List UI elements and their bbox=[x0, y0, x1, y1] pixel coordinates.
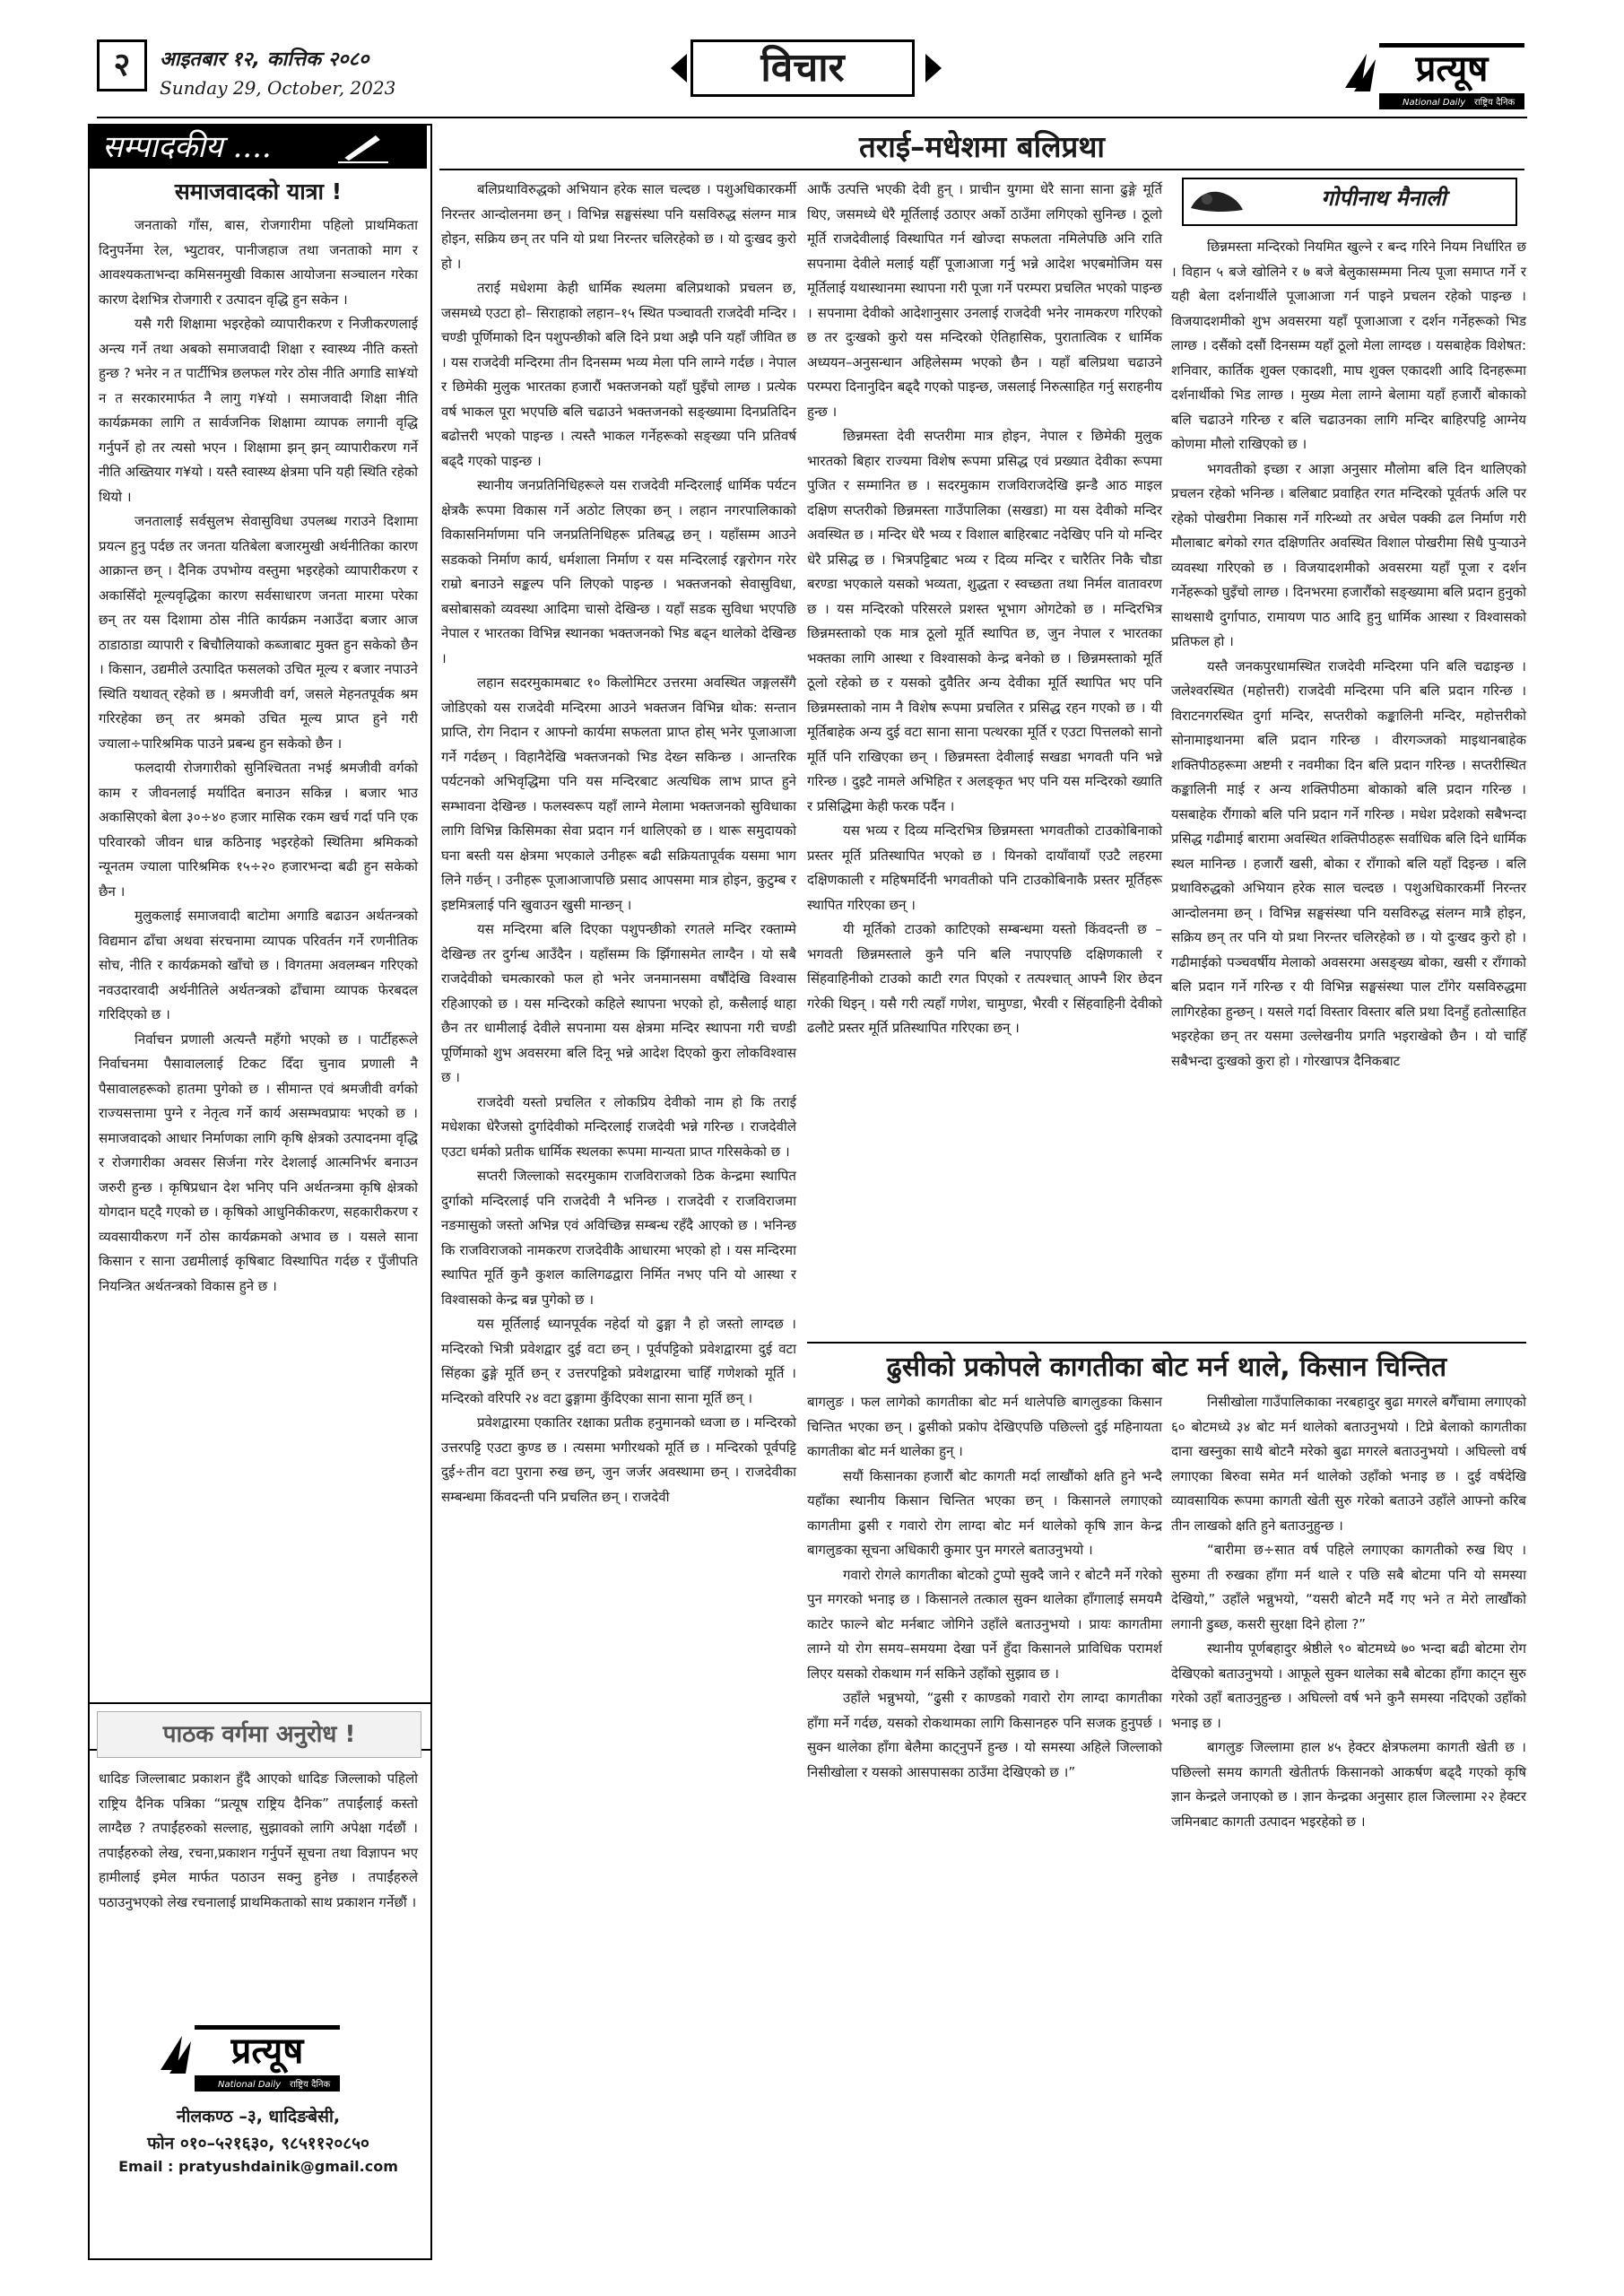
logo-tag-np: राष्ट्रिय दैनिक bbox=[1474, 98, 1515, 108]
article-paragraph: छिन्नमस्ता देवी सप्तरीमा मात्र होइन, नेपाल र छिमेकी मुलुक भारतको बिहार राज्यमा विशेष रूपमा प्रसिद्ध एवं प्रख्यात देवीका रूपमा पुजित र सम्मानित छ । सदरमुकाम राजविराजदेखि झन्डै आठ माइल दक्षिण सप्तरीको छिन्नमस्ता गाउँपालिका (सखडा) मा यस देवीको मन्दिर अवस्थित छ । मन्दिर धेरै भव्य र विशाल बाहिरबाट नदेखिए पनि यो मन्दिर धेरै प्रसिद्ध छ । भित्रपट्टिबाट भव्य र दिव्य मन्दिर र चारैतिर निकै चौडा बरण्डा भएकाले यसको भव्यता, शुद्धता र स्वच्छता तथा निर्मल वातावरण छ । यस मन्दिरको परिसरले प्रशस्त भूभाग ओगटेको छ । मन्दिरभित्र छिन्नमस्ताको एक मात्र ठूलो मूर्ति स्थापित छ, जुन नेपाल र भारतका भक्तका लागि आस्था र विश्वासको केन्द्र बनेको छ । छिन्नमस्ताको मूर्ति ठूलो रहेको छ र यसको दुवैतिर अन्य देवीका मूर्ति स्थापित भए पनि छिन्नमस्ताको नाम नै विशेष रूपमा प्रचलित र प्रसिद्ध रहन गएको छ । यी मूर्तिबाहेक अन्य दुई वटा साना साना पत्थरका मूर्ति र एउटा पित्तलको सानो मूर्ति पनि राखिएका छन् । छिन्नमस्ता देवीलाई सखडा भगवती पनि भन्ने गरिन्छ । दुइटै नामले अभिहित र अलङ्कृत भए पनि यस मन्दिरको ख्याति र प्रसिद्धिमा केही फरक पर्दैन । bbox=[807, 428, 1162, 814]
article-paragraph: आफैं उत्पत्ति भएकी देवी हुन् । प्राचीन युगमा धेरै साना साना ढुङ्गे मूर्ति थिए, जसमध्ये धेरै मूर्तिलाई उठाएर अर्को ठाउँमा लगिएको सुनिन्छ । ठूलो मूर्ति राजदेवीलाई विस्थापित गर्न खोज्दा सफलता नमिलेपछि अनि राति सपनामा देवीले मलाई यहीँ पूजाआजा गर्नु भन्ने आदेश भएबमोजिम यस मूर्तिलाई यथास्थानमा स्थापना गरी पूजा गर्ने परम्परा प्रचलित भएको पाइन्छ । सपनामा देवीको आदेशानुसार उनलाई राजदेवी भनेर नामकरण गरिएको छ तर दुःखको कुरो यस मन्दिरको ऐतिहासिक, पुरातात्विक र धार्मिक अध्ययन–अनुसन्धान अहिलेसम्म भएको छैन । यहाँ बलिप्रथा चढाउने परम्परा दिनानुदिन बढ्दै गएको पाइन्छ, जसलाई निरुत्साहित गर्नु सराहनीय हुन्छ । bbox=[807, 181, 1162, 420]
reader-notice-banner: पाठक वर्गमा अनुरोध ! bbox=[97, 1711, 421, 1758]
newspaper-logo-small bbox=[155, 2018, 342, 2093]
address: नीलकण्ठ –३, धादिङबेसी, bbox=[176, 2107, 341, 2126]
article-column bbox=[441, 178, 796, 1505]
editorial-paragraph: जनतालाई सर्वसुलभ सेवासुविधा उपलब्ध गराउने दिशामा प्रयत्न हुनु पर्दछ तर जनता यतिबेला बजारमुखी अर्थनीतिका कारण आक्रान्त छन् । दैनिक उपभोग्य वस्तुमा भइरहेको व्यापारीकरण र अकासिँदो मूल्यवृद्धिका कारण सर्वसाधारण जनता मारमा परेका छन् तर यस दिशामा ठोस नीति कार्यक्रम नआउँदा बजार आज ठाडाठाडा व्यापारी र बिचौलियाको कब्जाबाट मुक्त हुन सकेको छैन । किसान, उद्यमीले उत्पादित फसलको उचित मूल्य र बजार नपाउने स्थिति यथावत् रहेको छ । श्रमजीवी वर्ग, जसले मेहनतपूर्वक श्रम गरिरहेका छन् तर श्रमको उचित मूल्य प्राप्त हुने गरी ज्याला÷पारिश्रमिक पाउने प्रबन्ध हुन सकेको छैन । bbox=[99, 513, 418, 752]
article-column bbox=[1171, 235, 1526, 1335]
logo-text: प्रत्यूष bbox=[230, 2031, 304, 2072]
article-paragraph: बागलुङ जिल्लामा हाल ४५ हेक्टर क्षेत्रफलमा कागती खेती छ । पछिल्लो समय कागती खेतीतर्फ किसानको आकर्षण बढ्दै गएको कृषि ज्ञान केन्द्रले जनाएको छ । ज्ञान केन्द्रका अनुसार हाल जिल्लामा २२ हेक्टर जमिनबाट कागती उत्पादन भइरहेको छ । bbox=[1171, 1739, 1526, 1830]
logo-tag-en: National Daily bbox=[218, 2080, 282, 2090]
editorial-banner: सम्पादकीय .... bbox=[90, 126, 427, 169]
author-photo bbox=[1185, 181, 1248, 219]
article-paragraph: गवारो रोगले कागतीका बोटको टुप्पो सुक्दै जाने र बोटनै मर्ने गरेको पुन मगरको भनाइ छ । किसानले तत्काल सुक्न थालेका हाँगालाई समयमै काटेर फाल्ने बोट मर्नबाट जोगिने उहाँले बताउनुभयो । प्रायः कागतीमा लाग्ने यो रोग समय–समयमा देखा पर्ने हुँदा किसानले प्राविधिक परामर्श लिएर यसको रोकथाम गर्न सकिने उहाँको सुझाव छ । bbox=[807, 1566, 1162, 1682]
editorial-paragraph: फलदायी रोजगारीको सुनिश्चितता नभई श्रमजीवी वर्गको काम र जीवनलाई मर्यादित बनाउन सकिन्न । बजार भाउ अकासिएको बेला ३०÷४० हजार मासिक रकम खर्च गर्दा पनि एक परिवारको जीवन धान्न कठिनाइ भइरहेको स्थितिमा श्रमिकको न्यूनतम ज्याला पारिश्रमिक १५÷२० हजारभन्दा बढी हुन सकेको छैन । bbox=[99, 760, 418, 900]
phone: फोन ०१०–५२१६३०, ९८५११२०८५० bbox=[147, 2134, 369, 2153]
article-paragraph: राजदेवी यस्तो प्रचलित र लोकप्रिय देवीको नाम हो कि तराई मधेशका धेरैजसो दुर्गादेवीको मन्दिरलाई राजदेवी भन्ने गरिन्छ । राजदेवीले एउटा धर्मको प्रतीक धार्मिक स्थलका रूपमा मान्यता प्राप्त गरिसकेको छ । bbox=[441, 1093, 796, 1160]
editorial-paragraph: मुलुकलाई समाजवादी बाटोमा अगाडि बढाउन अर्थतन्त्रको विद्यमान ढाँचा अथवा संरचनामा व्यापक परिवर्तन गर्ने रणनीतिक सोच, नीति र कार्यक्रमको खाँचो छ । विगतमा अवलम्बन गरिएको नवउदारवादी अर्थनीतिले अर्थतन्त्रको ढाँचामा व्यापक फेरबदल गरिदिएको छ । bbox=[99, 908, 418, 1022]
editorial-paragraph: निर्वाचन प्रणाली अत्यन्तै महँगो भएको छ । पार्टीहरूले निर्वाचनमा पैसावाललाई टिकट दिँदा चुनाव प्रणाली नै पैसावालहरूको हातमा पुगेको छ । सीमान्त एवं श्रमजीवी वर्गको राज्यसत्तामा पुग्ने र नेतृत्व गर्ने कार्य असम्भवप्रायः भएको छ । समाजवादको आधार निर्माणका लागि कृषि क्षेत्रको उत्पादनमा वृद्धि र रोजगारीका अवसर सिर्जना गरेर देशलाई आत्मनिर्भर बनाउन जरुरी हुन्छ । कृषिप्रधान देश भनिए पनि अर्थतन्त्रमा कृषि क्षेत्रको योगदान घट्दै गएको छ । कृषिको आधुनिकीकरण, सहकारीकरण र व्यवसायीकरण गर्ने ठोस कार्यक्रमको अभाव छ । यसले साना किसान र साना उद्यमीलाई कृषिबाट विस्थापित गर्दछ र पुँजीपति नियन्त्रित अर्थतन्त्रको विकास हुने छ । bbox=[99, 1031, 418, 1294]
reader-notice-body bbox=[99, 1767, 418, 2000]
date-nepali: आइतबार १२, कात्तिक २०८० bbox=[160, 48, 369, 71]
article-paragraph: यी मूर्तिको टाउको काटिएको सम्बन्धमा यस्तो किंवदन्ती छ – भगवती छिन्नमस्ताले कुनै पनि बलि नपाएपछि दक्षिणकाली र सिंहवाहिनीको टाउको काटी रगत पिएको र तत्पश्चात् आफ्नै शिर छेदन गरेकी थिइन् । यसै गरी त्यहाँ गणेश, चामुण्डा, भैरवी र सिंहवाहिनी देवीको ढलौटे प्रस्तर मूर्ति प्रतिस्थापित गरिएका छन् । bbox=[807, 921, 1162, 1036]
article-column bbox=[807, 178, 1162, 1155]
page-number: २ bbox=[97, 39, 147, 91]
article-paragraph: प्रवेशद्वारमा एकातिर रक्षाका प्रतीक हनुमानको ध्वजा छ । मन्दिरको उत्तरपट्टि एउटा कुण्ड छ । त्यसमा भगीरथको मूर्ति छ । मन्दिरको पूर्वपट्टि दुई÷तीन वटा पुराना रुख छन्, जुन जर्जर अवस्थामा छन् । राजदेवीका सम्बन्धमा किंवदन्ती पनि प्रचलित छन् । राजदेवी bbox=[441, 1414, 796, 1505]
editorial-body bbox=[99, 213, 418, 1738]
article-column bbox=[807, 1390, 1162, 2269]
article-paragraph: सयौं किसानका हजारौं बोट कागती मर्दा लाखौंको क्षति हुने भन्दै यहाँका स्थानीय किसान चिन्तित भएका छन् । किसानले लगाएको कागतीमा ढुसी र गवारो रोग लाग्दा बोट मर्न थालेको कृषि ज्ञान केन्द्र बागलुङका सूचना अधिकारी कुमार पुन मगरले बताउनुभयो । bbox=[807, 1467, 1162, 1558]
article-paragraph: स्थानीय पूर्णबहादुर श्रेष्ठीले ९० बोटमध्ये ७० भन्दा बढी बोटमा रोग देखिएको बताउनुभयो । आफूले सुक्न थालेका सबै बोटका हाँगा काट्न सुरु गरेको उहाँ बताउनुहुन्छ । अघिल्लो वर्ष भने कुनै समस्या नदिएको उहाँको भनाइ छ । bbox=[1171, 1640, 1526, 1731]
article-paragraph: उहाँले भन्नुभयो, “ढुसी र काण्डको गवारो रोग लाग्दा कागतीका हाँगा मर्ने गर्दछ, यसको रोकथामका लागि किसानहरु पनि सजक हुनुपर्छ । सुक्न थालेका हाँगा बेलैमा काट्नुपर्ने हुन्छ । यो समस्या अहिले जिल्लाको निसीखोला र यसको आसपासका ठाउँमा देखिएको छ ।” bbox=[807, 1690, 1162, 1780]
article-divider bbox=[807, 1342, 1526, 1344]
article-paragraph: स्थानीय जनप्रतिनिधिहरूले यस राजदेवी मन्दिरलाई धार्मिक पर्यटन क्षेत्रकै रूपमा विकास गर्ने अठोट लिएका छन् । लहान नगरपालिकाको विकासनिर्माणमा पनि जनप्रतिनिधिहरू प्रतिबद्ध छन् । यहाँसम्म आउने सडकको निर्माण कार्य, धर्मशाला निर्माण र यस मन्दिरलाई रङ्गरोगन गरेर राम्रो बनाउने सङ्कल्प पनि लिएको पाइन्छ । भक्तजनको सेवासुविधा, बसोबासको व्यवस्था आदिमा चासो देखिन्छ । यहाँ सडक सुविधा भएपछि नेपाल र भारतका विभिन्न स्थानका भक्तजनको भिड बढ्न थालेको देखिन्छ । bbox=[441, 477, 796, 666]
article-paragraph: तराई मधेशमा केही धार्मिक स्थलमा बलिप्रथाको प्रचलन छ, जसमध्ये एउटा हो– सिराहाको लहान–१५ स्थित पञ्चावती राजदेवी मन्दिर । चण्डी पूर्णिमाको दिन पशुपन्छीको बलि दिने प्रथा अझै पनि यहाँ जीवित छ । यस राजदेवी मन्दिरमा तीन दिनसम्म भव्य मेला पनि लाग्ने गर्दछ । नेपाल र छिमेकी मुलुक भारतका हजारौं भक्तजनको यहाँ घुइँचो लाग्छ । प्रत्येक वर्ष भाकल पूरा भएपछि बलि चढाउने भक्तजनको सङ्ख्यामा दिनप्रतिदिन बढोत्तरी भएको पाइन्छ । त्यस्तै भाकल गर्नेहरूको सङ्ख्या पनि प्रतिवर्ष बढ्दै गएको पाइन्छ । bbox=[441, 280, 796, 469]
article-paragraph: यस भव्य र दिव्य मन्दिरभित्र छिन्नमस्ता भगवतीको टाउकोबिनाको प्रस्तर मूर्ति प्रतिस्थापित भएको छ । यिनको दायाँवायाँ एउटै लहरमा दक्षिणकाली र महिषमर्दिनी भगवतीको पनि टाउकोबिनाकै प्रस्तर मूर्तिहरू स्थापित गरिएका छन् । bbox=[807, 822, 1162, 913]
editorial-paragraph: जनताको गाँस, बास, रोजगारीमा पहिलो प्राथमिकता दिनुपर्नेमा रेल, भ्युटावर, पानीजहाज तथा जनताको माग र आवश्यकताभन्दा कमिसनमुखी विकास आयोजना सञ्चालन गरेका कारण देशभित्र रोजगारी र उत्पादन वृद्धि हुन सकेन । bbox=[99, 217, 418, 308]
article-paragraph: सप्तरी जिल्लाको सदरमुकाम राजविराजको ठिक केन्द्रमा स्थापित दुर्गाको मन्दिरलाई पनि राजदेवी नै भनिन्छ । राजदेवी र राजविराजमा नङमासुको जस्तो अभिन्न एवं अविच्छिन्न सम्बन्ध रहँदै आएको छ । भनिन्छ कि राजविराजको नामकरण राजदेवीकै आधारमा भएको हो । यस मन्दिरमा स्थापित मूर्ति कुनै कुशल कालिगढद्वारा निर्मित नभए पनि यो आस्था र विश्वासको केन्द्र बन्न पुगेको छ । bbox=[441, 1168, 796, 1308]
editorial-paragraph: यसै गरी शिक्षामा भइरहेको व्यापारीकरण र निजीकरणलाई अन्त्य गर्ने तथा अबको समाजवादी शिक्षा र स्वास्थ्य नीति कस्तो हुन्छ ? भनेर न त पार्टीभित्र छलफल गरेर ठोस नीति अगाडि सा¥यो न त सरकारमार्फत नै लागु ग¥यो । समाजवादी शिक्षा नीति कार्यक्रमका लागि त सार्वजनिक शिक्षामा व्यापक लगानी वृद्धि गर्नुपर्ने हो तर त्यसो भएन । शिक्षामा झन् झन् व्यापारीकरण गर्ने नीति अख्तियार ग¥यो । यस्तै स्वास्थ्य क्षेत्रमा पनि यही स्थिति रहेको थियो । bbox=[99, 316, 418, 505]
author-name: गोपीनाथ मैनाली bbox=[1321, 186, 1446, 211]
logo-text: प्रत्यूष bbox=[1415, 48, 1489, 90]
article-title: ढुसीको प्रकोपले कागतीका बोट मर्न थाले, किसान चिन्तित bbox=[886, 1352, 1447, 1383]
newspaper-logo bbox=[1340, 36, 1526, 111]
article-paragraph: यस्तै जनकपुरधामस्थित राजदेवी मन्दिरमा पनि बलि चढाइन्छ । जलेश्वरस्थित (महोत्तरी) राजदेवी मन्दिरमा पनि बलि प्रदान गरिन्छ । विराटनगरस्थित दुर्गा मन्दिर, सप्तरीको कङ्कालिनी मन्दिर, महोत्तरीको सोनामाइथानमा बलि प्रदान गरिन्छ । वीरगञ्जको माइथानबाहेक शक्तिपीठहरूमा अष्टमी र नवमीका दिन बलि प्रदान गरिन्छ । सप्तरीस्थित कङ्कालिनी माई र अन्य शक्तिपीठमा बोकाको बलि प्रदान गरिन्छ । यसबाहेक रौंगाको बलि पनि प्रदान गर्ने गरिन्छ । मधेश प्रदेशको सबैभन्दा प्रसिद्ध गढीमाई बारामा अवस्थित शक्तिपीठहरू सर्वाधिक बलि दिने धार्मिक स्थल मानिन्छ । हजारौं खसी, बोका र राँगाको बलि यहाँ दिइन्छ । बलि प्रथाविरुद्धको अभियान हरेक साल चल्दछ । पशुअधिकारकर्मी निरन्तर आन्दोलनमा छन् । विभिन्न सङ्घसंस्था पनि यसविरुद्ध संलग्न मात्रै होइन, सक्रिय छन् तर पनि यो प्रथा निरन्तर चलिरहेको छ । यो दुःखद कुरो हो । गढीमाईको पञ्चवर्षीय मेलाको अवसरमा असङ्ख्य बोका, खसी र राँगाको बलि प्रदान गर्ने गरिन्छ र यी विभिन्न सङ्घसंस्था पाल टाँगेर यसविरुद्धमा लागिरहेका हुन्छन् । यसले गर्दा विस्तार विस्तार बलि प्रथा दिनहुँ हतोत्साहित भइरहेका छन् तर यसमा उल्लेखनीय प्रगति भइराखेको छैन । यो चाहिँ सबैभन्दा दुःखको कुरा हो । गोरखापत्र दैनिकबाट bbox=[1171, 657, 1526, 1069]
pen-icon bbox=[336, 131, 390, 163]
article-paragraph: “बारीमा छ÷सात वर्ष पहिले लगाएका कागतीको रुख थिए । सुरुमा ती रुखका हाँगा मर्न थाले र पछि सबै बोटमा पनि यो समस्या देखियो,” उहाँले भन्नुभयो, “यसरी बोटनै मर्दै गए भने त मेरो लाखौंको लगानी डुब्छ, कसरी सुरक्षा दिने होला ?” bbox=[1171, 1542, 1526, 1632]
article-paragraph: यस मन्दिरमा बलि दिएका पशुपन्छीको रगतले मन्दिर रक्ताम्मे देखिन्छ तर दुर्गन्ध आउँदैन । यहाँसम्म कि झिँगासमेत लाग्दैन । यो सबै राजदेवीको चमत्कारको फल हो भनेर जनमानसमा वर्षौंदेखि विश्वास रहिआएको छ । यस मन्दिरको कहिले स्थापना भएको हो, कसैलाई थाहा छैन तर धामीलाई देवीले सपनामा यस क्षेत्रमा मन्दिर स्थापना गरी चण्डी पूर्णिमाको शुभ अवसरमा बलि दिनू भन्ने आदेश दिएको कुरा लोकविश्वास छ । bbox=[441, 921, 796, 1085]
article-paragraph: लहान सदरमुकामबाट १० किलोमिटर उत्तरमा अवस्थित जङ्गलसँगै जोडिएको यस राजदेवी मन्दिरमा आउने भक्तजन विभिन्न थोक: सन्तान प्राप्ति, रोग निदान र आफ्नो कार्यमा सफलता प्राप्त होस् भनेर पूजाआजा गर्ने गर्दछन् । विहानैदेखि भक्तजनको भिड देख्न सकिन्छ । आन्तरिक पर्यटनको अभिवृद्धिमा पनि यस मन्दिरबाट अत्यधिक लाभ प्राप्त हुने सम्भावना देखिन्छ । फलस्वरूप यहाँ लाग्ने मेलामा भक्तजनको सुविधाका लागि विभिन्न किसिमका सेवा प्रदान गर्न थालिएको छ । थारू समुदायको घना बस्ती यस क्षेत्रमा भएकाले उनीहरू बढी सक्रियतापूर्वक यसमा भाग लिने गर्छन् । उनीहरू पूजाआजापछि प्रसाद आपसमा मात्र होइन, कुटुम्ब र इष्टमित्रलाई पनि खुवाउन खुसी मान्छन् । bbox=[441, 674, 796, 913]
article-paragraph: यस मूर्तिलाई ध्यानपूर्वक नहेर्दा यो ढुङ्गा नै हो जस्तो लाग्दछ । मन्दिरको भित्री प्रवेशद्वार दुई वटा छन् । पूर्वपट्टिको प्रवेशद्वारमा दुई वटा सिंहका ढुङ्गे मूर्ति छन् र उत्तरपट्टिको प्रवेशद्वारमा चाहिँ गणेशको मूर्ति । मन्दिरको वरिपरि २४ वटा ढुङ्गामा कुँदिएका साना साना मूर्ति छन् । bbox=[441, 1316, 796, 1406]
article-paragraph: छिन्नमस्ता मन्दिरको नियमित खुल्ने र बन्द गरिने नियम निर्धारित छ । विहान ५ बजे खोलिने र ७ बजे बेलुकासम्ममा नित्य पूजा समाप्त गर्ने र यही बेला दर्शनार्थीले पूजाआजा गर्न पाइने प्रचलन रहेको पाइन्छ । विजयादशमीको शुभ अवसरमा यहाँ पूजाआजा र दर्शन गर्नेहरूको भिड लाग्छ । दसैंको दसौं दिनसम्म यहाँ ठूलो मेला लाग्दछ । यसबाहेक विशेषत: शनिवार, कार्तिक शुक्ल एकादशी, माघ शुक्ल एकादशी आदि दिनहरूमा दर्शनार्थीको भिड लाग्छ । मुख्य मेला लाग्ने बेलामा यहाँ हजारौं बोकाको बलि चढाउने गरिन्छ र बलि चढाउनका लागि मन्दिर बाहिरपट्टि आग्नेय कोणमा मौलो राखिएको छ । bbox=[1171, 239, 1526, 452]
section-title: विचार bbox=[690, 39, 915, 97]
editorial-title: समाजवादको यात्रा ! bbox=[174, 178, 343, 204]
article-paragraph: बलिप्रथाविरुद्धको अभियान हरेक साल चल्दछ । पशुअधिकारकर्मी निरन्तर आन्दोलनमा छन् । विभिन्न सङ्घसंस्था पनि यसविरुद्ध संलग्न मात्र होइन, सक्रिय छन् तर पनि यो प्रथा निरन्तर चलिरहेको छ । यो दुःखद कुरो हो । bbox=[441, 181, 796, 272]
header-rule bbox=[97, 117, 1527, 118]
article-paragraph: भगवतीको इच्छा र आज्ञा अनुसार मौलोमा बलि दिन थालिएको प्रचलन रहेको भनिन्छ । बलिबाट प्रवाहित रगत मन्दिरको पूर्वतर्फ अलि पर रहेको पोखरीमा निकास गर्ने गरिन्थ्यो तर अचेल पक्की ढल निर्माण गरी मौलाबाट बगेको रगत दक्षिणतिर अवस्थित विशाल पोखरीमा सिधै पुऱ्याउने व्यवस्था गरिएको छ । विजयादशमीको अवसरमा यहाँ पूजा र दर्शन गर्नेहरूको घुइँचो लाग्छ । दिनभरमा हजारौंको सङ्ख्यामा बलि प्रदान हुनुको साथसाथै दुर्गापाठ, रामायण पाठ आदि हुनु धार्मिक आस्था र विश्वासको प्रतिफल हो । bbox=[1171, 460, 1526, 649]
date-english: Sunday 29, October, 2023 bbox=[160, 77, 396, 99]
arrow-left-icon bbox=[671, 54, 687, 83]
logo-tag-en: National Daily bbox=[1403, 98, 1466, 108]
article-title-rule bbox=[439, 169, 1524, 170]
email: Email : pratyushdainik@gmail.com bbox=[118, 2158, 398, 2175]
article-column bbox=[1171, 1390, 1526, 2269]
article-title: तराई–मधेशमा बलिप्रथा bbox=[859, 129, 1105, 164]
reader-notice-paragraph: धादिङ जिल्लाबाट प्रकाशन हुँदै आएको धादिङ जिल्लाको पहिलो राष्ट्रिय दैनिक पत्रिका “प्रत्यूष राष्ट्रिय दैनिक” तपाईंलाई कस्तो लाग्दैछ ? तपाईंहरुको सल्लाह, सुझावको लागि अपेक्षा गर्दछौं । तपाईंहरुको लेख, रचना,प्रकाशन गर्नुपर्ने सूचना तथा विज्ञापन भए हामीलाई इमेल मार्फत पठाउन सक्नु हुनेछ । तपाईंहरुले पठाउनुभएको लेख रचनालाई प्राथमिकताको साथ प्रकाशन गर्नेछौं । bbox=[99, 1770, 418, 1910]
article-paragraph: निसीखोला गाउँपालिकाका नरबहादुर बुढा मगरले बगैँचामा लगाएको ६० बोटमध्ये ३४ बोट मर्न थालेको बताउनुभयो । टिप्ने बेलाको कागतीका दाना खस्नुका साथै बोटनै मरेको बुढा मगरले बताउनुभयो । अघिल्लो वर्ष लगाएका बिरुवा समेत मर्न थालेको उहाँको भनाइ छ । दुई वर्षदेखि व्यावसायिक रूपमा कागती खेती सुरु गरेको बताउने उहाँले आफ्नो करिब तीन लाखको क्षति हुने बताउनुहुन्छ । bbox=[1171, 1394, 1526, 1534]
logo-tag-np: राष्ट्रिय दैनिक bbox=[290, 2080, 331, 2090]
arrow-right-icon bbox=[925, 54, 942, 83]
article-paragraph: बागलुङ । फल लागेको कागतीका बोट मर्न थालेपछि बागलुङका किसान चिन्तित भएका छन् । ढुसीको प्रकोप देखिएपछि पछिल्लो दुई महिनायता कागतीका बोट मर्न थालेका हुन् । bbox=[807, 1394, 1162, 1459]
